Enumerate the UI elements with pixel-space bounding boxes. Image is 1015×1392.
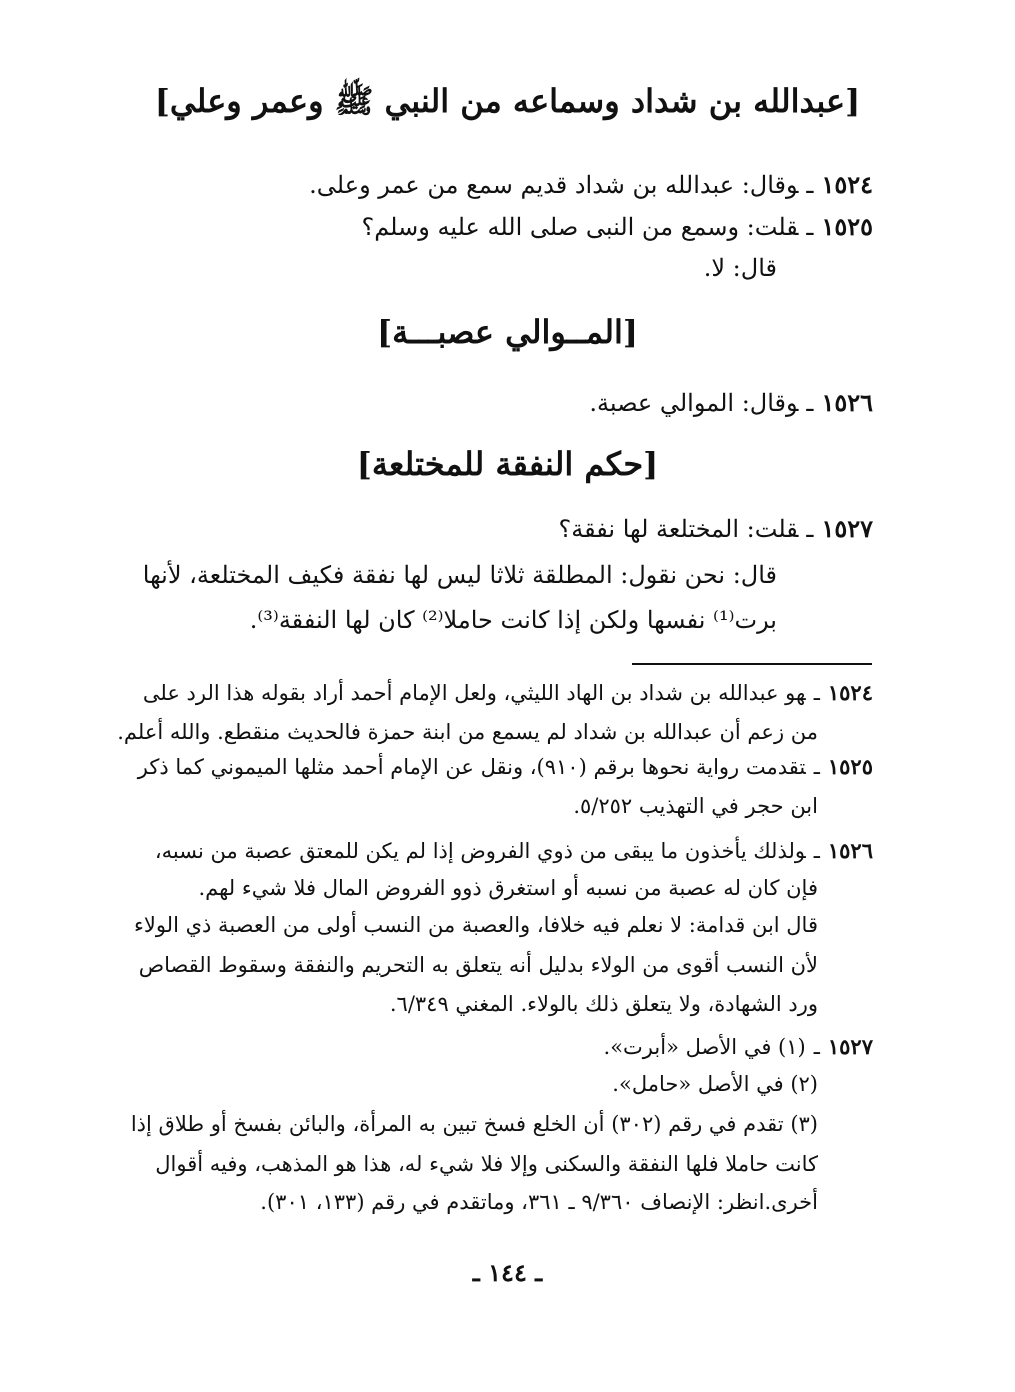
footnote-separator: ـ bbox=[813, 1035, 820, 1059]
entry-number: ١٥٢٥ bbox=[821, 212, 873, 241]
footnote-number: ١٥٢٦ bbox=[827, 838, 873, 863]
footnote-divider bbox=[632, 663, 872, 665]
footnote-1524-line-2: من زعم أن عبدالله بن شداد لم يسمع من ابنة حمزة فالحديث منقطع. والله أعلم. bbox=[117, 720, 818, 744]
entry-number: ١٥٢٤ bbox=[821, 170, 873, 199]
footnote-separator: ـ bbox=[813, 755, 820, 779]
section-heading-nafaqa: [حكم النفقة للمختلعة] bbox=[356, 445, 659, 483]
entry-text: وقال: الموالي عصبة. bbox=[589, 389, 799, 417]
footnote-1526-line-5: ورد الشهادة، ولا يتعلق ذلك بالولاء. المغني ٦/٣٤٩. bbox=[389, 992, 818, 1016]
entry-1527 bbox=[130, 514, 873, 543]
entry-1527-answer-line-2: برت⁽¹⁾ نفسها ولكن إذا كانت حاملا⁽²⁾ كان لها النفقة⁽³⁾. bbox=[249, 606, 777, 634]
entry-separator: ـ bbox=[806, 389, 814, 417]
entry-separator: ـ bbox=[806, 213, 814, 241]
footnote-1525 bbox=[137, 754, 873, 779]
entry-number: ١٥٢٦ bbox=[821, 388, 873, 417]
footnote-text: (١) في الأصل «أبرت». bbox=[603, 1035, 806, 1059]
entry-1525-answer: قال: لا. bbox=[703, 254, 777, 282]
entry-text: قلت: وسمع من النبى صلى الله عليه وسلم؟ bbox=[361, 213, 799, 241]
entry-1526 bbox=[130, 388, 873, 417]
footnote-1525-line-2: ابن حجر في التهذيب ٥/٢٥٢. bbox=[573, 794, 818, 818]
footnote-separator: ـ bbox=[813, 839, 820, 863]
entry-separator: ـ bbox=[806, 171, 814, 199]
footnote-separator: ـ bbox=[813, 681, 820, 705]
footnote-number: ١٥٢٧ bbox=[827, 1034, 873, 1059]
entry-number: ١٥٢٧ bbox=[821, 514, 873, 543]
footnote-1526-line-2: فإن كان له عصبة من نسبه أو استغرق ذوو الفروض المال فلا شيء لهم. bbox=[198, 876, 818, 900]
footnote-number: ١٥٢٤ bbox=[827, 680, 873, 705]
entry-separator: ـ bbox=[806, 515, 814, 543]
page-number: ـ ١٤٤ ـ bbox=[472, 1258, 543, 1287]
entry-1524 bbox=[130, 170, 873, 199]
footnote-1526 bbox=[140, 838, 873, 863]
section-heading-mawali: [المــوالي عصبـــة] bbox=[377, 313, 638, 351]
section-heading-ibn-shaddad: [عبدالله بن شداد وسماعه من النبي ﷺ وعمر وعلي] bbox=[154, 82, 861, 120]
footnote-text: تقدمت رواية نحوها برقم (٩١٠)، ونقل عن الإمام أحمد مثلها الميموني كما ذكر bbox=[137, 755, 806, 779]
footnote-1526-line-4: لأن النسب أقوى من الولاء بدليل أنه يتعلق به التحريم والنفقة وسقوط القصاص bbox=[138, 953, 818, 977]
footnote-text: ولذلك يأخذون ما يبقى من ذوي الفروض إذا لم يكن للمعتق عصبة من نسبه، bbox=[154, 839, 806, 863]
entry-1527-answer-line-1: قال: نحن نقول: المطلقة ثلاثا ليس لها نفقة فكيف المختلعة، لأنها bbox=[142, 561, 777, 589]
footnote-1527 bbox=[140, 1034, 873, 1059]
entry-text: قلت: المختلعة لها نفقة؟ bbox=[558, 515, 799, 543]
footnote-1527-line-2: (٢) في الأصل «حامل». bbox=[612, 1072, 818, 1096]
footnote-number: ١٥٢٥ bbox=[827, 754, 873, 779]
footnote-1524 bbox=[140, 680, 873, 705]
footnote-1527-line-5: أخرى.انظر: الإنصاف ٩/٣٦٠ ـ ٣٦١، وماتقدم في رقم (١٣٣، ٣٠١). bbox=[260, 1190, 818, 1214]
footnote-1526-line-3: قال ابن قدامة: لا نعلم فيه خلافا، والعصبة من النسب أولى من العصبة ذي الولاء bbox=[133, 913, 818, 937]
footnote-1527-line-3: (٣) تقدم في رقم (٣٠٢) أن الخلع فسخ تبين به المرأة، والبائن بفسخ أو طلاق إذا bbox=[130, 1112, 818, 1136]
footnote-text: هو عبدالله بن شداد بن الهاد الليثي، ولعل الإمام أحمد أراد بقوله هذا الرد على bbox=[142, 681, 806, 705]
footnote-1527-line-4: كانت حاملا فلها النفقة والسكنى وإلا فلا شيء له، هذا هو المذهب، وفيه أقوال bbox=[155, 1152, 818, 1176]
entry-text: وقال: عبدالله بن شداد قديم سمع من عمر وعلى. bbox=[309, 171, 799, 199]
entry-1525 bbox=[130, 212, 873, 241]
